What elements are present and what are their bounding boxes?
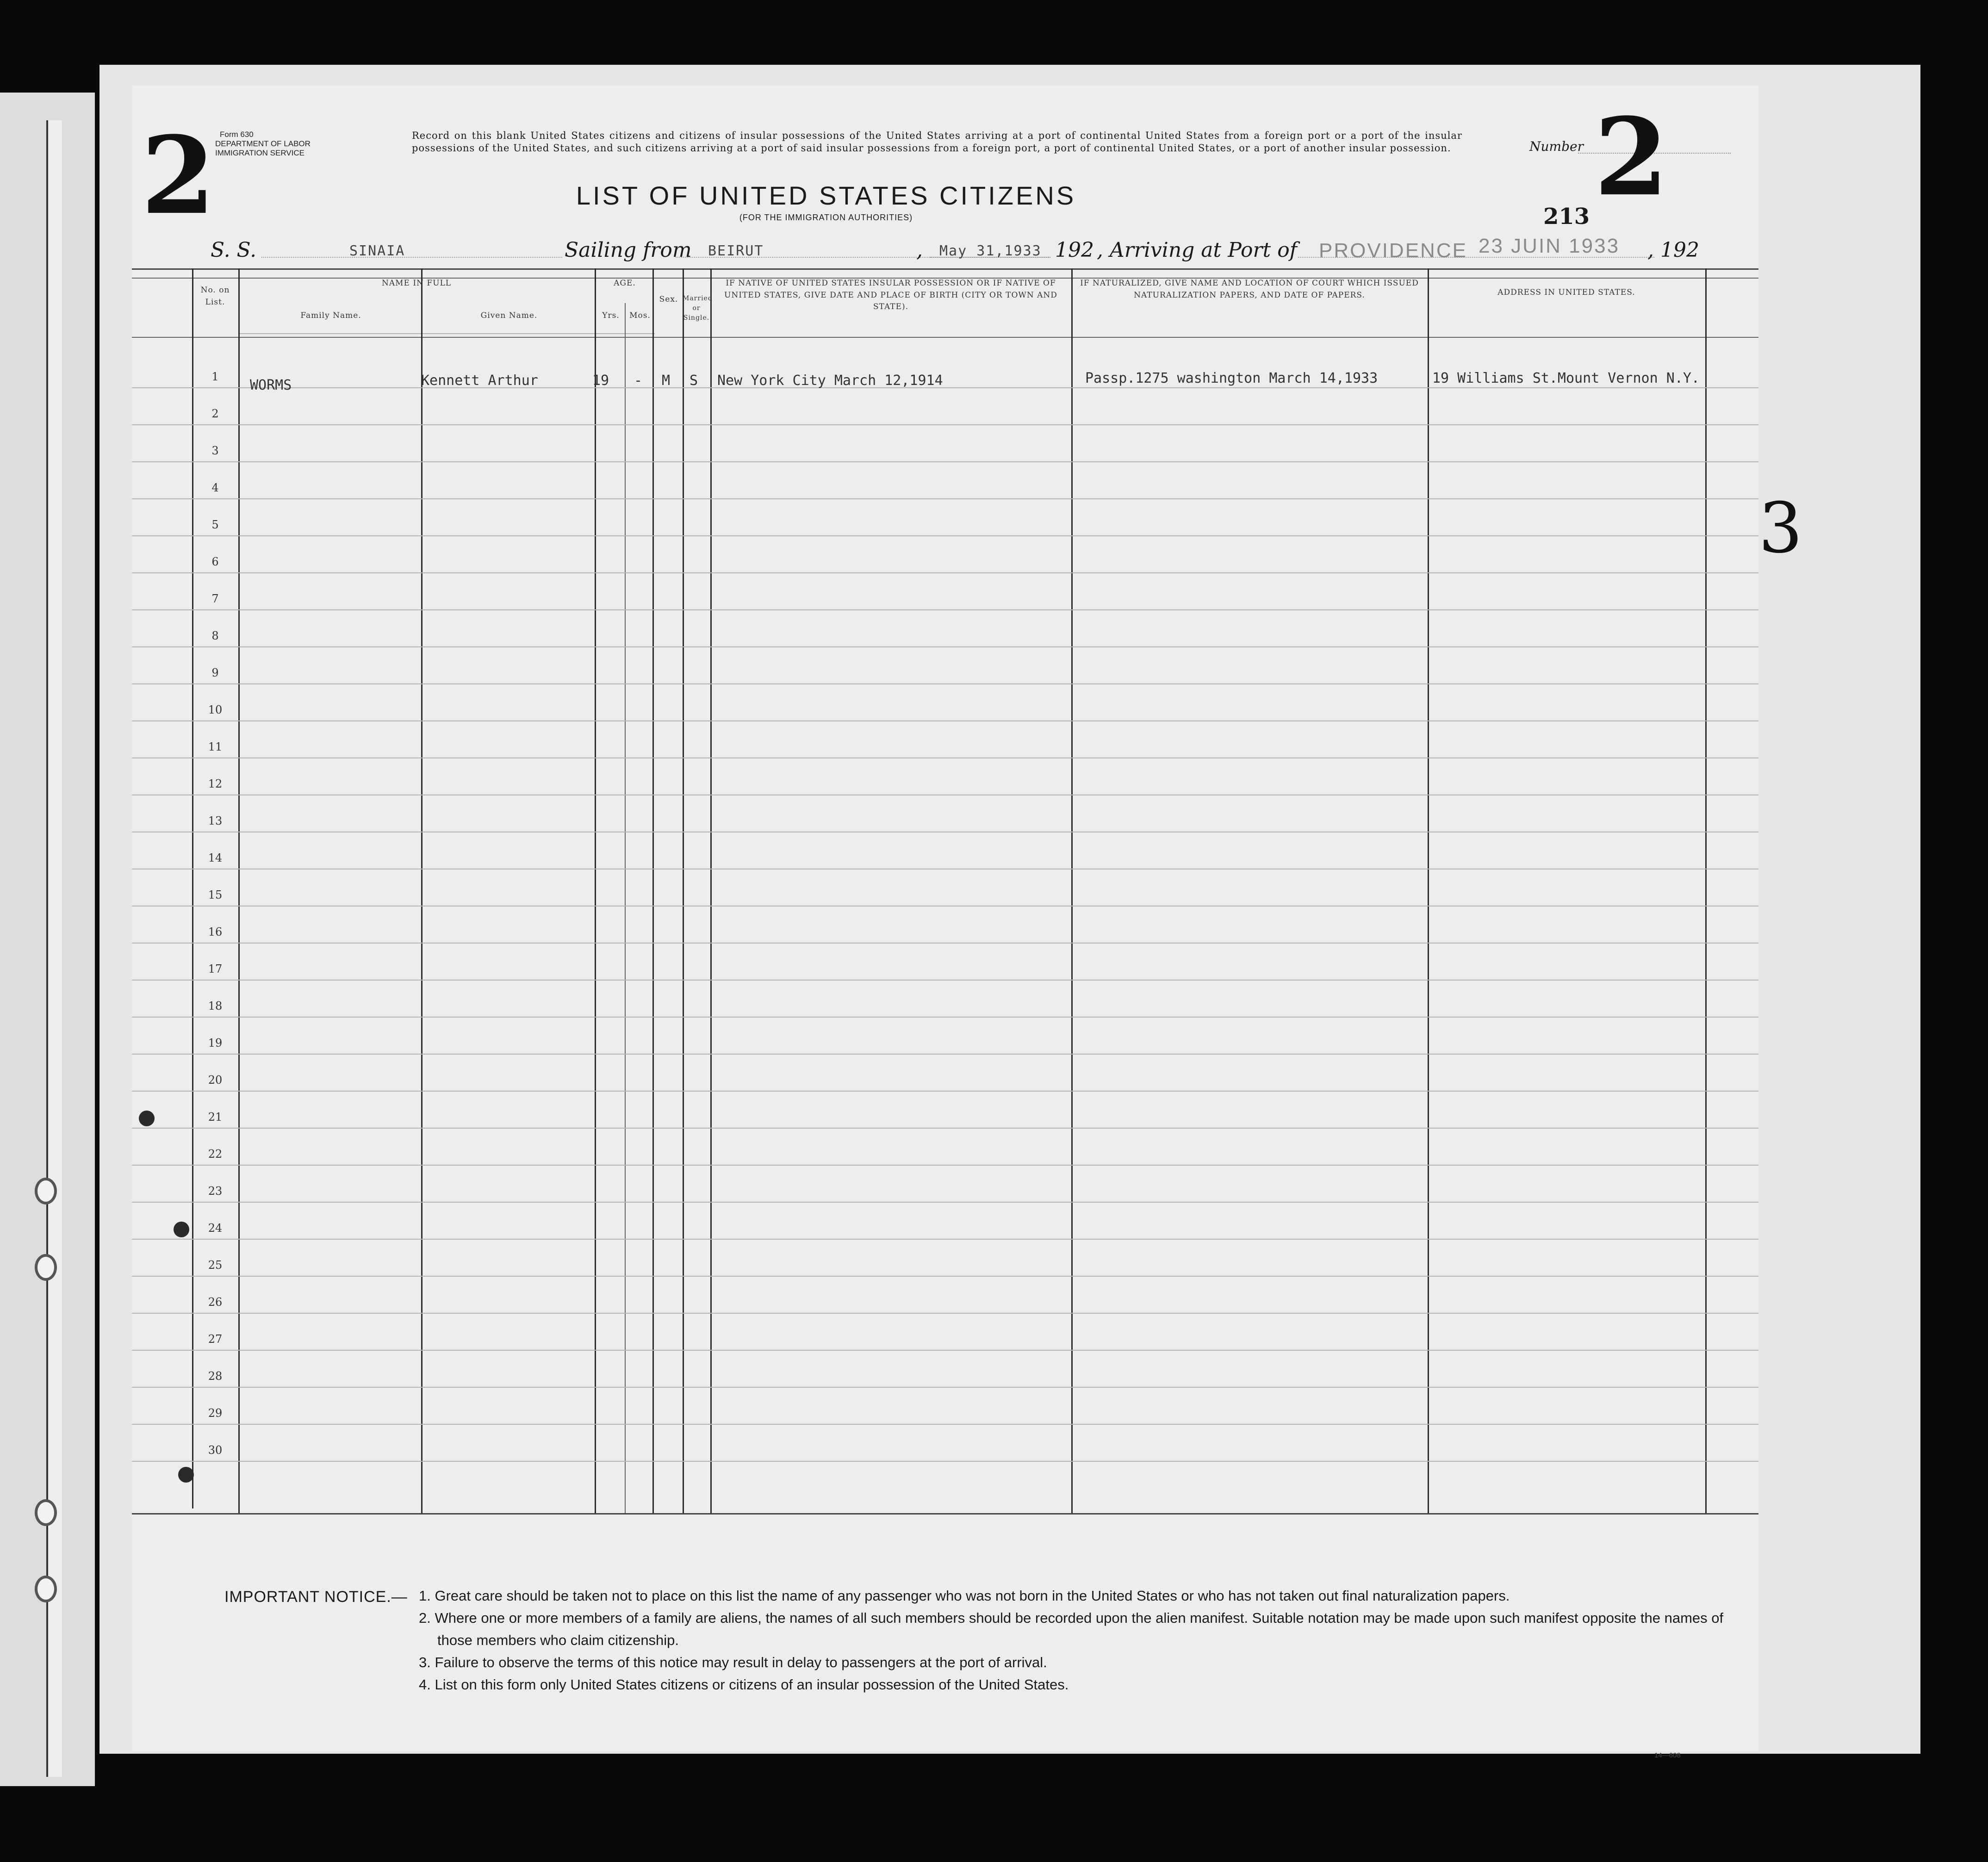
row-rule bbox=[132, 980, 1758, 981]
ink-dot bbox=[178, 1467, 194, 1483]
row-number: 12 bbox=[208, 777, 223, 790]
row-number: 20 bbox=[208, 1074, 223, 1086]
header-family-name: Family Name. bbox=[300, 311, 361, 320]
arrival-port-stamp: PROVIDENCE bbox=[1319, 239, 1467, 262]
row-number: 25 bbox=[208, 1259, 223, 1272]
arriving-label: , Arriving at Port of bbox=[1097, 238, 1297, 262]
row-rule bbox=[132, 1091, 1758, 1092]
row-number: 17 bbox=[208, 962, 223, 975]
row-rule bbox=[132, 461, 1758, 462]
form-id: Form 630 bbox=[220, 130, 254, 139]
row-rule bbox=[132, 1424, 1758, 1425]
row-number: 2 bbox=[211, 407, 219, 420]
punch-hole bbox=[35, 1254, 57, 1281]
number-label: Number bbox=[1529, 139, 1584, 154]
form-footer-number: 14—608 bbox=[1654, 1751, 1681, 1759]
row-number: 4 bbox=[211, 481, 219, 494]
manifest-form bbox=[132, 86, 1758, 1759]
row-rule bbox=[132, 646, 1758, 647]
row-number: 21 bbox=[208, 1111, 223, 1123]
left-binder-strip bbox=[0, 93, 95, 1786]
row-1-married: S bbox=[690, 372, 698, 389]
ink-dot bbox=[174, 1222, 189, 1237]
row-number: 6 bbox=[211, 555, 219, 568]
header-mos: Mos. bbox=[629, 311, 651, 320]
ss-label: S. S. bbox=[211, 238, 257, 262]
binder-fold bbox=[46, 120, 62, 1777]
row-rule bbox=[132, 535, 1758, 536]
form-number-right: 2 bbox=[1594, 95, 1669, 220]
row-rule bbox=[132, 424, 1758, 425]
row-rule bbox=[132, 387, 1758, 388]
row-rule bbox=[132, 683, 1758, 684]
row-number: 11 bbox=[208, 740, 223, 753]
notice-item-4: 4. List on this form only United States citizens or citizens of an insular possession of the United States. bbox=[419, 1676, 1069, 1693]
form-number-left: 2 bbox=[141, 113, 216, 238]
row-rule bbox=[132, 498, 1758, 499]
row-rule bbox=[132, 1128, 1758, 1129]
row-1-age-months: - bbox=[634, 372, 643, 389]
header-address: ADDRESS IN UNITED STATES. bbox=[1497, 288, 1635, 297]
row-1-birth: New York City March 12,1914 bbox=[717, 372, 943, 389]
department-label: DEPARTMENT OF LABOR bbox=[215, 139, 311, 148]
row-number: 16 bbox=[208, 925, 223, 938]
row-number: 30 bbox=[208, 1444, 223, 1457]
row-1-given-name: Kennett Arthur bbox=[421, 372, 538, 389]
header-name-in-full: NAME IN FULL bbox=[381, 279, 452, 288]
ink-dot bbox=[139, 1111, 155, 1126]
row-rule bbox=[132, 1387, 1758, 1388]
notice-item-3: 3. Failure to observe the terms of this notice may result in delay to passengers at the port of arrival. bbox=[419, 1654, 1047, 1671]
row-rule bbox=[132, 1165, 1758, 1166]
row-rule bbox=[132, 1054, 1758, 1055]
row-number: 23 bbox=[208, 1185, 223, 1198]
row-rule bbox=[132, 1239, 1758, 1240]
form-subtitle: (FOR THE IMMIGRATION AUTHORITIES) bbox=[739, 213, 913, 222]
row-number: 26 bbox=[208, 1296, 223, 1309]
row-rule bbox=[132, 757, 1758, 758]
row-1-address: 19 Williams St.Mount Vernon N.Y. bbox=[1432, 370, 1700, 386]
header-married: Married or Single. bbox=[683, 295, 713, 322]
punch-hole bbox=[35, 1576, 57, 1602]
row-number: 24 bbox=[208, 1222, 223, 1235]
row-number: 13 bbox=[208, 814, 223, 827]
row-rule bbox=[132, 1276, 1758, 1277]
row-rule bbox=[132, 794, 1758, 795]
date-separator: , bbox=[916, 238, 923, 262]
header-yrs: Yrs. bbox=[602, 311, 620, 320]
year-suffix-sail: 192 bbox=[1055, 238, 1094, 262]
row-1-age-years: 19 bbox=[592, 372, 609, 389]
notice-item-2: 2. Where one or more members of a family are aliens, the names of all such members should be recorded upon the alien manifest. Suitable notation may be made upon such manifest opposite the names of those members who claim citizenship. bbox=[419, 1610, 1724, 1649]
row-rule bbox=[132, 1461, 1758, 1462]
row-number: 18 bbox=[208, 999, 223, 1012]
header-birth: IF NATIVE OF UNITED STATES INSULAR POSSESSION OR IF NATIVE OF UNITED STATES, GIVE DATE AND PLACE OF BIRTH (CITY OR TOWN AND STATE). bbox=[724, 279, 1057, 311]
row-rule bbox=[132, 1313, 1758, 1314]
notice-lead: IMPORTANT NOTICE.— bbox=[224, 1588, 408, 1606]
header-naturalized: IF NATURALIZED, GIVE NAME AND LOCATION OF COURT WHICH ISSUED NATURALIZATION PAPERS, AND DATE OF PAPERS. bbox=[1080, 279, 1419, 300]
row-rule bbox=[132, 1017, 1758, 1018]
arrival-date-stamp: 23 JUIN 1933 bbox=[1479, 235, 1620, 257]
row-number: 1 bbox=[211, 370, 219, 383]
row-1-family-name: WORMS bbox=[250, 377, 292, 393]
notice-item-1: 1. Great care should be taken not to place on this list the name of any passenger who was not born in the United States or who has not taken out final naturalization papers. bbox=[419, 1588, 1510, 1604]
header-age: AGE. bbox=[614, 279, 636, 288]
row-1-sex: M bbox=[662, 372, 671, 389]
ship-name: SINAIA bbox=[349, 243, 405, 259]
ship-dotted-line bbox=[261, 257, 562, 258]
header-sex: Sex. bbox=[659, 295, 678, 304]
sail-date: May 31,1933 bbox=[939, 243, 1042, 259]
manifest-table bbox=[132, 268, 1758, 1513]
service-label: IMMIGRATION SERVICE bbox=[215, 149, 305, 157]
header-given-name: Given Name. bbox=[480, 311, 538, 320]
row-number: 14 bbox=[208, 851, 223, 864]
row-number: 22 bbox=[208, 1148, 223, 1161]
row-number: 9 bbox=[211, 666, 219, 679]
row-rule bbox=[132, 1202, 1758, 1203]
row-number: 29 bbox=[208, 1407, 223, 1420]
form-title: LIST OF UNITED STATES CITIZENS bbox=[576, 181, 1076, 210]
margin-annotation: 3 bbox=[1758, 488, 1803, 569]
row-rule bbox=[132, 609, 1758, 610]
row-number: 5 bbox=[211, 518, 219, 531]
row-number: 15 bbox=[208, 888, 223, 901]
row-number: 28 bbox=[208, 1370, 223, 1383]
row-rule bbox=[132, 1350, 1758, 1351]
row-number: 27 bbox=[208, 1333, 223, 1346]
row-number: 7 bbox=[211, 592, 219, 605]
sailing-from-label: Sailing from bbox=[565, 238, 692, 262]
form-instructions: Record on this blank United States citizens and citizens of insular possessions of the United States arriving at a port of continental United States from a foreign port or a port of the insular possessions of the United States, and such citizens arriving at a port of said insular possessions from a foreign port, a port of continental United States, or a port of another insular possession. bbox=[412, 130, 1462, 154]
row-number: 3 bbox=[211, 444, 219, 457]
header-no: No. on List. bbox=[200, 286, 230, 307]
punch-hole bbox=[35, 1499, 57, 1526]
serial-number: 213 bbox=[1543, 204, 1590, 230]
from-port: BEIRUT bbox=[708, 243, 764, 259]
row-number: 10 bbox=[208, 703, 223, 716]
row-1-naturalized: Passp.1275 washington March 14,1933 bbox=[1085, 370, 1378, 386]
row-number: 8 bbox=[211, 629, 219, 642]
punch-hole bbox=[35, 1178, 57, 1204]
row-rule bbox=[132, 572, 1758, 573]
row-rule bbox=[132, 720, 1758, 721]
row-number: 19 bbox=[208, 1037, 223, 1049]
year-suffix-arrival: , 192 bbox=[1647, 238, 1699, 262]
